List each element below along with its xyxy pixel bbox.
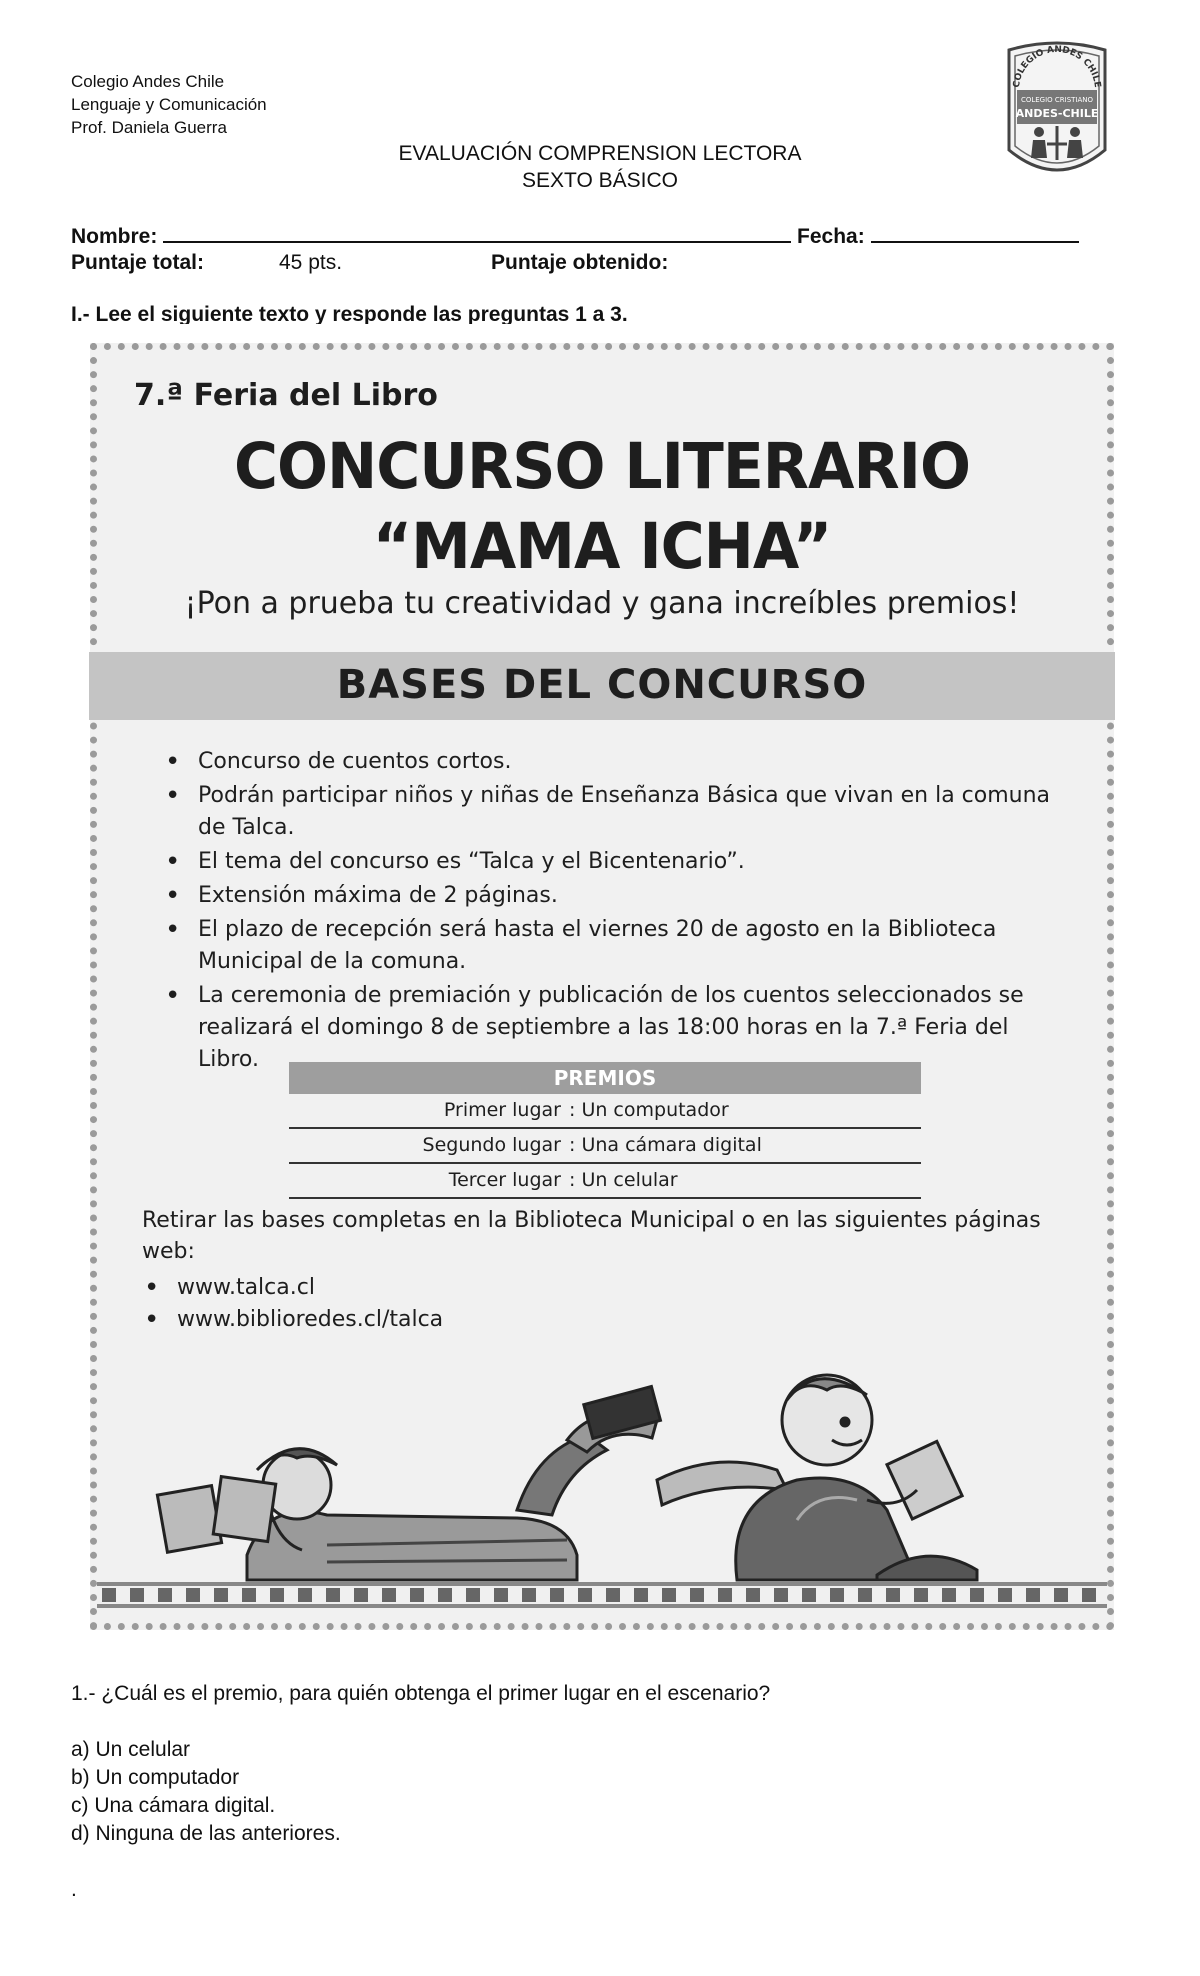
flyer-title: CONCURSO LITERARIO <box>234 430 970 504</box>
school-name: Colegio Andes Chile <box>71 72 225 91</box>
option-d[interactable]: d) Ninguna de las anteriores. <box>71 1822 341 1845</box>
prizes-table <box>289 1062 921 1199</box>
contest-flyer <box>90 343 1114 1630</box>
list-item: • El plazo de recepción será hasta el viernes 20 de agosto en la Biblioteca Municipal de la comuna. <box>163 914 1063 978</box>
option-a[interactable]: a) Un celular <box>71 1738 191 1761</box>
table-row <box>289 1164 921 1199</box>
table-row <box>289 1094 921 1129</box>
exam-subtitle: SEXTO BÁSICO <box>522 169 678 192</box>
name-label: Nombre: <box>71 225 158 248</box>
date-field[interactable] <box>871 222 1079 243</box>
web-links <box>142 1272 443 1336</box>
link-item[interactable]: • www.biblioredes.cl/talca <box>142 1304 443 1336</box>
bases-heading: BASES DEL CONCURSO <box>336 662 868 708</box>
total-score-value: 45 pts. <box>279 251 343 274</box>
list-item: • Concurso de cuentos cortos. <box>163 746 1063 778</box>
retirar-text: Retirar las bases completas en la Biblioteca Municipal o en las siguientes páginas web: <box>142 1208 1041 1264</box>
prize-place: Primer lugar <box>443 1099 561 1121</box>
prizes-heading: PREMIOS <box>289 1062 921 1094</box>
section-instruction: I.- Lee el siguiente texto y responde las preguntas 1 a 3. <box>71 303 628 324</box>
flyer-edition: 7.ª Feria del Libro <box>134 378 438 413</box>
option-c[interactable]: c) Una cámara digital. <box>71 1794 276 1817</box>
list-item: • Extensión máxima de 2 páginas. <box>163 880 1063 912</box>
flyer-tagline: ¡Pon a prueba tu creatividad y gana increíbles premios! <box>184 586 1020 621</box>
reading-children-illustration <box>97 1340 1107 1623</box>
prize-value: : Un celular <box>569 1169 678 1191</box>
score-row <box>71 250 669 276</box>
trailing-dot: . <box>71 1878 77 1901</box>
bases-list <box>163 746 1063 1078</box>
list-item: • La ceremonia de premiación y publicación de los cuentos seleccionados se realizará el domingo 8 de septiembre a las 18:00 horas en la 7.ª Feria del Libro. <box>163 980 1063 1076</box>
prize-value: : Una cámara digital <box>569 1134 762 1156</box>
prize-place: Segundo lugar <box>422 1134 561 1156</box>
prize-value: : Un computador <box>569 1099 729 1121</box>
flyer-contest-name: “MAMA ICHA” <box>372 510 832 584</box>
teacher-name: Prof. Daniela Guerra <box>71 118 227 137</box>
total-score-label: Puntaje total: <box>71 251 205 274</box>
logo-arc-text: COLEGIO ANDES CHILE <box>1011 44 1103 89</box>
table-row <box>289 1129 921 1164</box>
list-item: • El tema del concurso es “Talca y el Bicentenario”. <box>163 846 1063 878</box>
option-b[interactable]: b) Un computador <box>71 1766 240 1789</box>
exam-title: EVALUACIÓN COMPRENSION LECTORA <box>398 142 802 165</box>
logo-subtext: COLEGIO CRISTIANO <box>1020 96 1094 104</box>
question-text: 1.- ¿Cuál es el premio, para quién obtenga el primer lugar en el escenario? <box>71 1682 771 1705</box>
list-item: • Podrán participar niños y niñas de Enseñanza Básica que vivan en la comuna de Talca. <box>163 780 1063 844</box>
obtained-score-label: Puntaje obtenido: <box>491 251 669 274</box>
subject-name: Lenguaje y Comunicación <box>71 95 267 114</box>
logo-maintext: ANDES-CHILE <box>1015 107 1099 120</box>
name-date-row <box>71 222 1079 250</box>
prize-place: Tercer lugar <box>448 1169 561 1191</box>
girl-reading-icon <box>157 1387 660 1580</box>
name-field[interactable] <box>163 222 791 243</box>
link-item[interactable]: • www.talca.cl <box>142 1272 443 1304</box>
date-label: Fecha: <box>797 225 865 248</box>
